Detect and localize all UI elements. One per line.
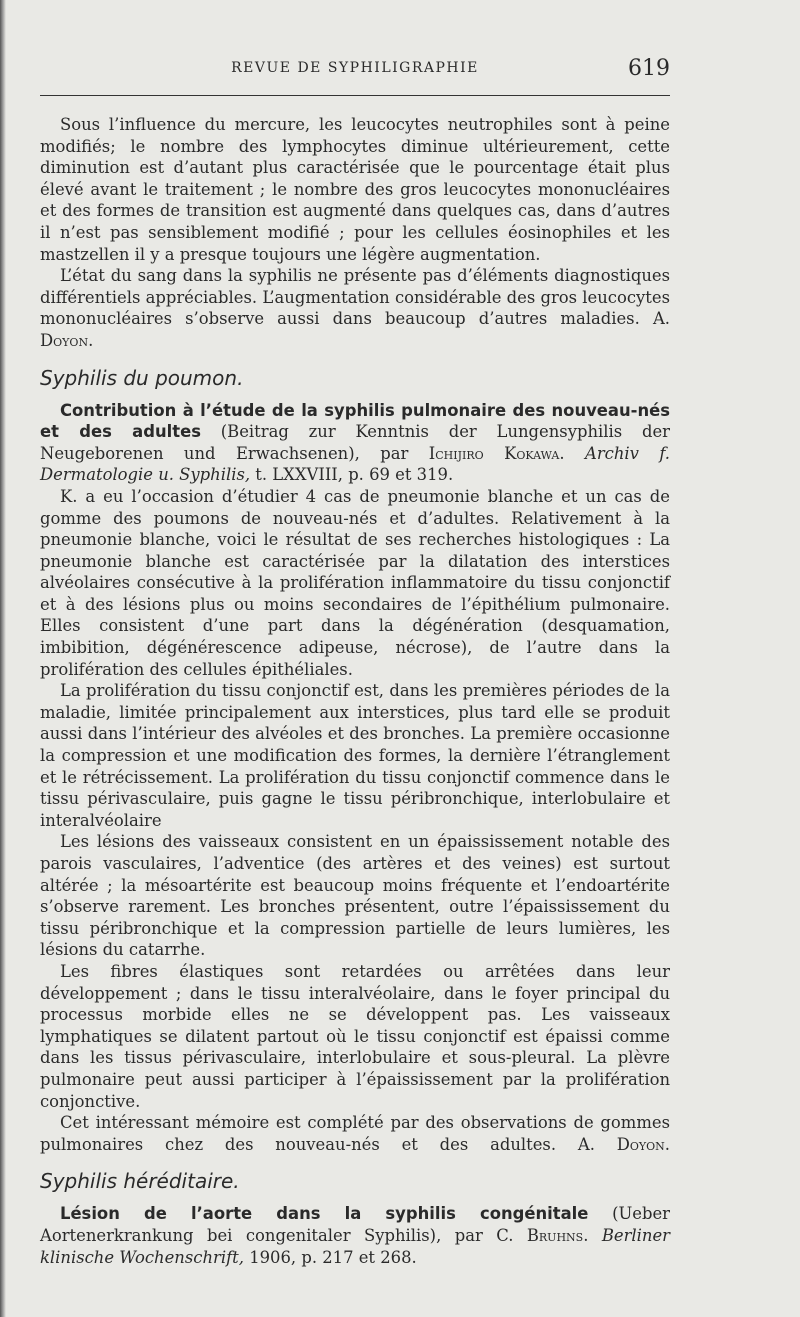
paragraph-blood-state (40, 265, 670, 351)
original-title: (Ueber Aortenerkrankung bei congenitaler Syphilis), par (40, 1204, 670, 1245)
journal-name: Archiv f. Dermatologie u. Syphilis, (40, 443, 671, 485)
paragraph-elastic-fibres: Les fibres élastiques sont retardées ou arrêtées dans leur développement ; dans le tissu interalvéolaire, dans le foyer principal du processus morbide elles ne se développent pas. Les vaisseaux lymphatiques se dilatent partout où le tissu conjonctif est épaissi comme dans les tissus périvasculaire, interlobulaire et sous-pleural. La plèvre pulmonaire peut aussi participer à l’épaississement par la prolifération conjonctive. (40, 961, 670, 1111)
paragraph-text: L’état du sang dans la syphilis ne présente pas d’éléments diagnostiques différentiels appréciables. L’augmentation considérable des gros leucocytes mononucléaires s’observe aussi dans beaucoup d’autres maladies. (40, 266, 670, 329)
page-edge-shadow (0, 0, 6, 1317)
bibliographic-entry-aorta (40, 1203, 670, 1268)
paragraph-cases: K. a eu l’occasion d’étudier 4 cas de pneumonie blanche et un cas de gomme des poumons de nouveau-nés et d’adultes. Relativement à la pneumonie blanche, voici le résultat de ses recherches histologiques : La pneumonie blanche est caractérisée par la dilatation des interstices alvéolaires consécutive à la prolifération inflammatoire du tissu conjonctif et à des lésions plus ou moins secondaires de l’épithélium pulmonaire. Elles consistent d’une part dans la dégénération (desquamation, imbibition, dégénérescence adipeuse, nécrose), de l’autre dans la prolifération des cellules épithéliales. (40, 486, 670, 679)
section-heading-lung: Syphilis du poumon. (40, 365, 244, 390)
paragraph-vessels: Les lésions des vaisseaux consistent en un épaississement notable des parois vasculaires, l’adventice (des artères et des veines) est surtout altérée ; la mésoartérite est beaucoup moins fréquente et l’endoartérite s’observe rarement. Les bronches présentent, outre l’épaississement du tissu péribronchique et la compression partielle de leurs lumières, les lésions du catarrhe. (40, 832, 670, 960)
page-header (40, 58, 670, 88)
article-title: Lésion de l’aorte dans la syphilis congénitale (60, 1204, 589, 1224)
article-author: Ichijiro Kokawa. (428, 443, 565, 463)
article-title: Contribution à l’étude de la syphilis pulmonaire des nouveau-nés et des adultes (40, 400, 670, 442)
author-signature: A. Doyon. (577, 1134, 670, 1154)
paragraph-mercury-effect: Sous l’influence du mercure, les leucocytes neutrophiles sont à peine modifiés; le nombre des lymphocytes diminue ultérieurement, cette diminution est d’autant plus caractérisée que le pourcentage était plus élevé avant le traitement ; le nombre des gros leucocytes mononucléaires et des formes de transition est augmenté dans quelques cas, dans d’autres il n’est pas sensiblement modifié ; pour les cellules éosinophiles et les mastzellen il y a presque toujours une légère augmentation. (40, 115, 670, 264)
citation: t. LXXVIII, p. 69 et 319. (255, 465, 454, 485)
paragraph-conclusion (40, 1112, 670, 1155)
article-author: C. Bruhns. (496, 1225, 589, 1245)
bibliographic-entry-lung (40, 400, 670, 486)
journal-name: Berliner klinische Wochenschrift, (40, 1225, 670, 1267)
page-number: 619 (628, 56, 670, 81)
original-title: (Beitrag zur Kenntnis der Lungensyphilis der Neugeborenen und Erwachsenen), par (40, 422, 670, 463)
running-title: REVUE DE SYPHILIGRAPHIE (231, 60, 479, 76)
author-signature: A. Doyon. (40, 309, 670, 350)
citation: 1906, p. 217 et 268. (249, 1247, 417, 1267)
paragraph-text: Cet intéressant mémoire est complété par des observations de gommes pulmonaires chez des nouveau-nés et des adultes. (40, 1113, 670, 1154)
page-body (40, 114, 670, 1268)
paragraph-proliferation: La prolifération du tissu conjonctif est, dans les premières périodes de la maladie, limitée principalement aux interstices, plus tard elle se produit aussi dans l’intérieur des alvéoles et des bronches. La première occasionne la compression et une modification des formes, la dernière l’étranglement et le rétrécissement. La prolifération du tissu conjonctif commence dans le tissu périvasculaire, puis gagne le tissu péribronchique, interlobulaire et interalvéolaire (40, 681, 670, 830)
header-rule (40, 95, 670, 96)
section-heading-hereditary: Syphilis héréditaire. (40, 1169, 240, 1194)
